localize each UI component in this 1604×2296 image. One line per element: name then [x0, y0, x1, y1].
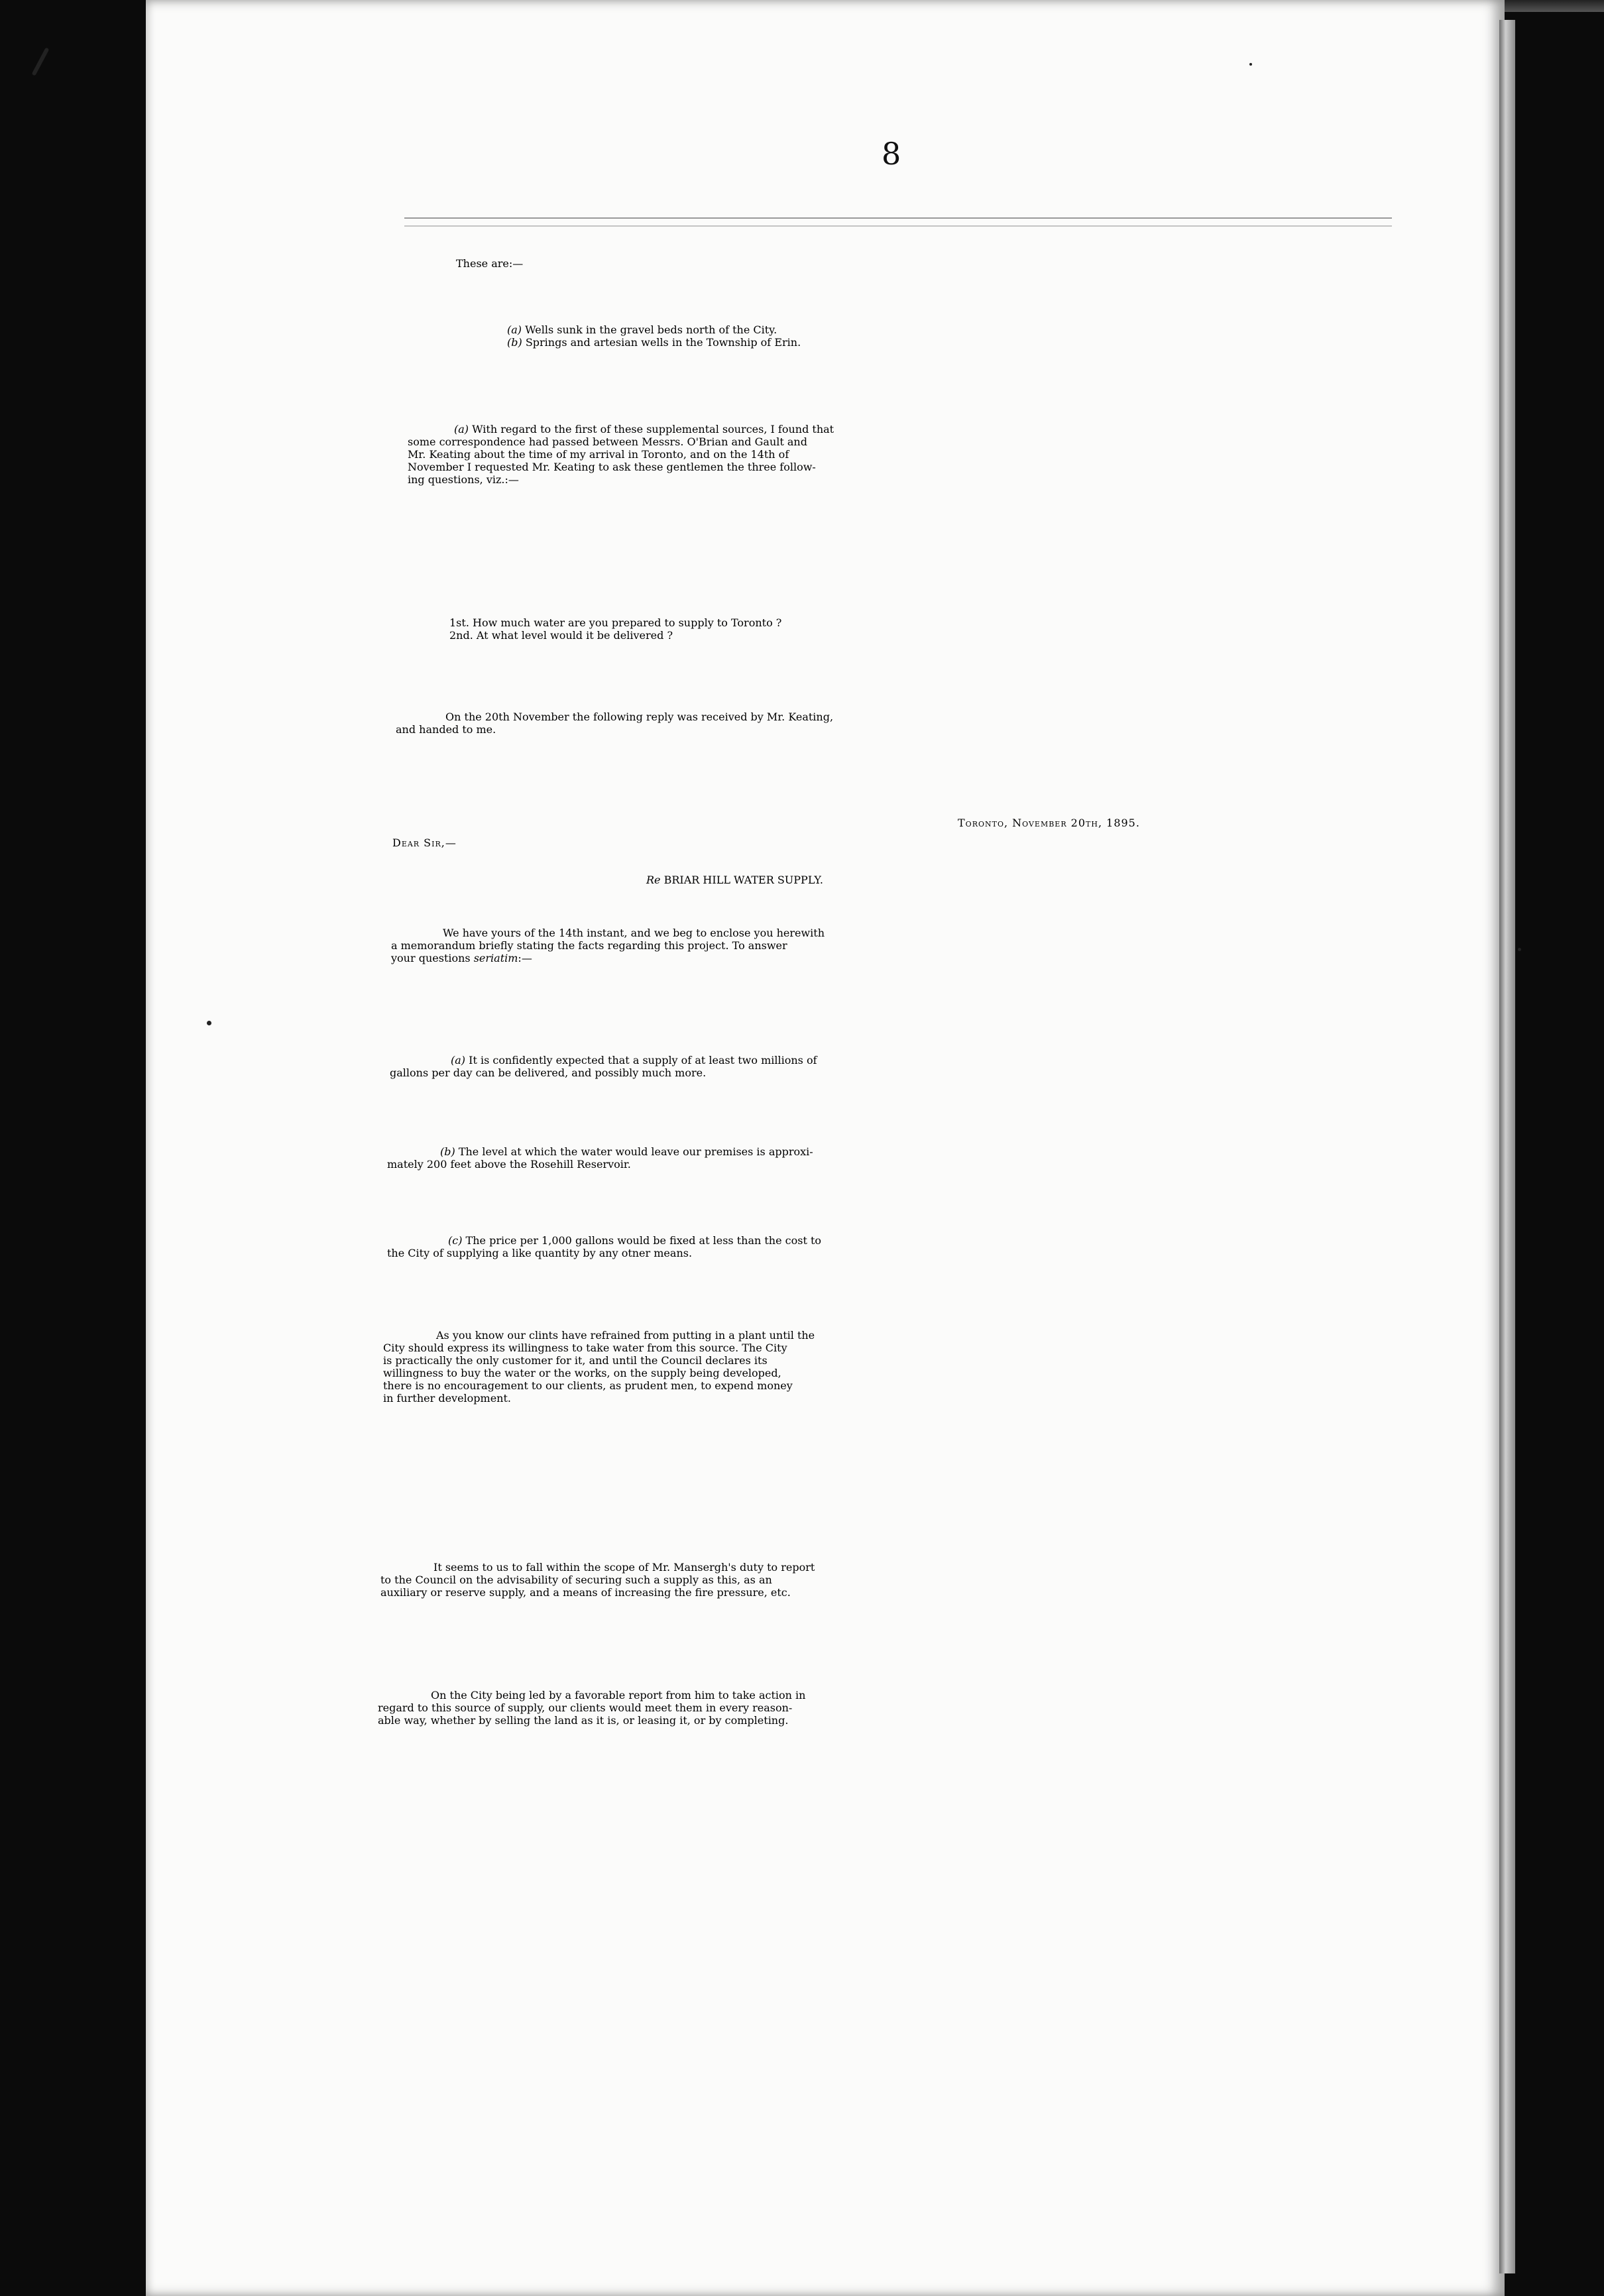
scan-speck	[1518, 948, 1521, 951]
letter-item-b: (b) The level at which the water would leave our premises is approxi- mately 200 feet above the Rosehill Reservoir.	[387, 1145, 813, 1171]
letter-item-c: (c) The price per 1,000 gallons would be fixed at less than the cost to the City of supplying a like quantity by any otner means.	[387, 1234, 822, 1259]
letter-paragraph-clients: As you know our clints have refrained from putting in a plant until the City should express its willingness to take water from this source. The City is practically the only customer for it, and until the Council declares its willingness to buy the water or the works, on the supply being developed, there is no encouragement to our clients, as prudent men, to expend money in further development.	[383, 1329, 815, 1405]
header-rule	[404, 217, 1392, 227]
intro-text	[456, 257, 523, 270]
question-list	[449, 616, 781, 642]
source-item: (b) Springs and artesian wells in the Township of Erin.	[507, 336, 801, 349]
scan-speck	[1249, 63, 1252, 66]
question-item: 2nd. At what level would it be delivered ?	[449, 629, 673, 642]
letter-paragraph-city: On the City being led by a favorable report from him to take action in regard to this source of supply, our clients would meet them in every reason- able way, whether by selling the land as it is, or leasing it, or by completing.	[378, 1689, 806, 1727]
intro-label: These are:—	[456, 257, 524, 270]
letter-item-a: (a) It is confidently expected that a supply of at least two millions of gallons per day can be delivered, and possibly much more.	[390, 1054, 817, 1079]
question-item: 1st. How much water are you prepared to supply to Toronto ?	[449, 616, 782, 629]
paragraph-a: (a) With regard to the first of these supplemental sources, I found that some correspondence had passed between Messrs. O'Brian and Gault and Mr. Keating about the time of my arrival in Toronto, and on the 14th of November I requested Mr. Keating to ask these gentlemen the three follow- ing questions, viz.:—	[408, 423, 834, 486]
letter-paragraph-1: We have yours of the 14th instant, and we beg to enclose you herewith a memorandum briefly stating the facts regarding this project. To answer your questions seriatim:—	[391, 927, 825, 964]
source-list	[507, 323, 801, 349]
letter-date: Toronto, November 20th, 1895.	[958, 817, 1140, 829]
scan-speck	[207, 1021, 211, 1025]
letter-paragraph-scope: It seems to us to fall within the scope of Mr. Mansergh's duty to report to the Council on the advisability of securing such a supply as this, as an auxiliary or reserve supply, and a means of increasing the fire pressure, etc.	[380, 1561, 815, 1599]
reply-intro: On the 20th November the following reply was received by Mr. Keating, and handed to me.	[396, 711, 834, 736]
page-binding-edge	[1499, 20, 1515, 2273]
letter-salutation: Dear Sir,—	[392, 836, 457, 849]
scan-speck	[32, 47, 50, 76]
source-item: (a) Wells sunk in the gravel beds north of the City.	[507, 323, 777, 336]
page-number: 8	[882, 136, 901, 172]
letter-subject: Re BRIAR HILL WATER SUPPLY.	[646, 874, 824, 886]
